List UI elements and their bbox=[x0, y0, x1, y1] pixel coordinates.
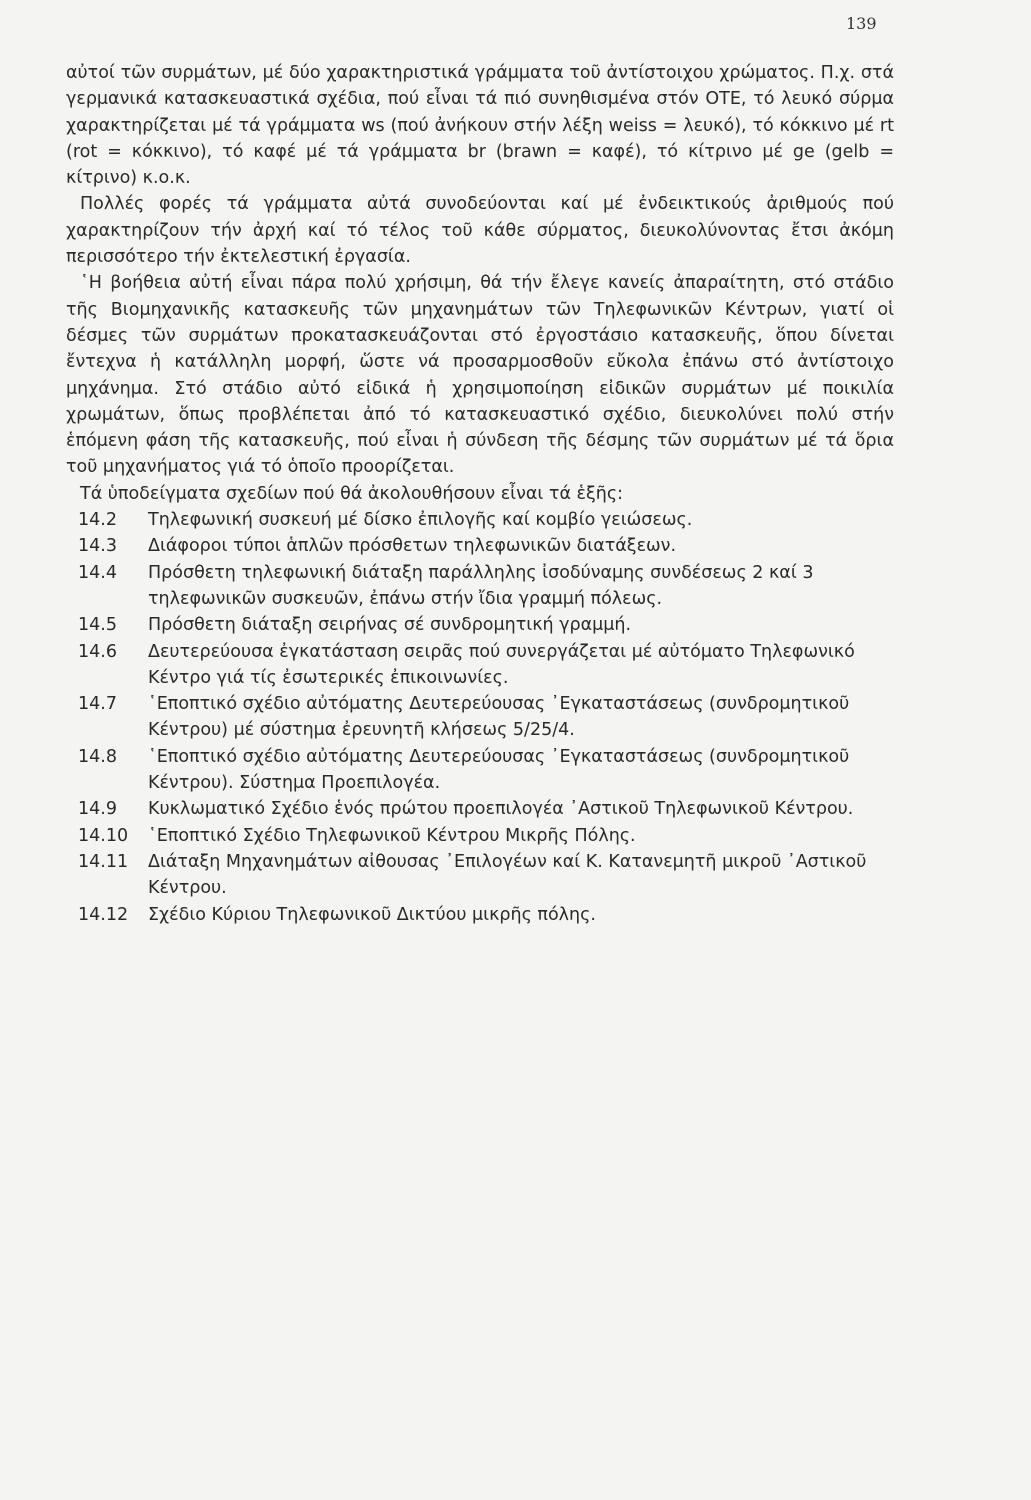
list-item-text: Σχέδιο Κύριου Τηλεφωνικοῦ Δικτύου μικρῆς πόλης. bbox=[148, 904, 596, 925]
list-item bbox=[66, 639, 894, 692]
list-item-number: 14.2 bbox=[78, 510, 117, 531]
list-item bbox=[66, 796, 894, 822]
list-item-number: 14.7 bbox=[78, 694, 117, 715]
list-item-text: ῾Εποπτικό σχέδιο αὐτόματης Δευτερεύουσας ᾿Εγκαταστάσεως (συνδρομητικοῦ Κέντρου). Σύστημα Προεπιλογέα. bbox=[148, 746, 850, 794]
list-item-number: 14.6 bbox=[78, 641, 117, 662]
list-item-text: ῾Εποπτικό Σχέδιο Τηλεφωνικοῦ Κέντρου Μικρῆς Πόλης. bbox=[148, 825, 636, 846]
list-item-number: 14.10 bbox=[78, 825, 129, 846]
drawing-list bbox=[66, 507, 894, 928]
paragraph-2: Πολλές φορές τά γράμματα αὐτά συνοδεύονται καί μέ ἐνδεικτικούς ἀριθμούς πού χαρακτηρίζουν τήν ἀρχή καί τό τέλος τοῦ κάθε σύρματος, διευκολύνοντας ἔτσι ἀκόμη περισσότερο τήν ἐκτελεστική ἐργασία. bbox=[66, 194, 894, 268]
list-item bbox=[66, 560, 894, 613]
list-item-text: Διάταξη Μηχανημάτων αἰθουσας ᾿Επιλογέων καί Κ. Κατανεμητῆ μικροῦ ᾿Αστικοῦ Κέντρου. bbox=[148, 851, 867, 899]
list-item-text: Κυκλωματικό Σχέδιο ἑνός πρώτου προεπιλογέα ᾿Αστικοῦ Τηλεφωνικοῦ Κέντρου. bbox=[148, 799, 854, 820]
paragraph-3: ῾Η βοήθεια αὐτή εἶναι πάρα πολύ χρήσιμη, θά τήν ἔλεγε κανείς ἀπαραίτητη, στό στάδιο τῆς Βιομηχανικῆς κατασκευῆς τῶν μηχανημάτων τῶν Τηλεφωνικῶν Κέντρων, γιατί οἱ δέσμες τῶν συρμάτων προκατασκευάζονται στό ἐργοστάσιο κατασκευῆς, ὅπου δίνεται ἔντεχνα ἡ κατάλληλη μορφή, ὥστε νά προσαρμοσθοῦν εὔκολα ἐπάνω στό ἀντίστοιχο μηχάνημα. Στό στάδιο αὐτό εἰδικά ἡ χρησιμοποίηση εἰδικῶν συρμάτων μέ ποικιλία χρωμάτων, ὅπως προβλέπεται ἀπό τό κατασκευαστικό σχέδιο, διευκολύνει πολύ στήν ἑπόμενη φάση τῆς κατασκευῆς, πού εἶναι ἡ σύνδεση τῆς δέσμης τῶν συρμάτων μέ τά ὅρια τοῦ μηχανήματος γιά τό ὁποῖο προορίζεται. bbox=[66, 273, 894, 478]
list-item-text: ῾Εποπτικό σχέδιο αὐτόματης Δευτερεύουσας ᾿Εγκαταστάσεως (συνδρομητικοῦ Κέντρου) μέ σύστημα ἐρευνητῆ κλήσεως 5/25/4. bbox=[148, 694, 850, 741]
list-item-text: Δευτερεύουσα ἐγκατάσταση σειρᾶς πού συνεργάζεται μέ αὐτόματο Τηλεφωνικό Κέντρο γιά τίς ἐσωτερικές ἐπικοινωνίες. bbox=[148, 641, 855, 688]
list-item-number: 14.5 bbox=[78, 615, 117, 636]
text-body bbox=[66, 60, 894, 928]
list-item bbox=[66, 902, 894, 928]
list-item-number: 14.4 bbox=[78, 562, 117, 583]
list-item-text: Πρόσθετη τηλεφωνική διάταξη παράλληλης ἰσοδύναμης συνδέσεως 2 καί 3 τηλεφωνικῶν συσκευῶν, ἐπάνω στήν ἴδια γραμμή πόλεως. bbox=[148, 562, 814, 609]
list-item-text: Πρόσθετη διάταξη σειρήνας σέ συνδρομητική γραμμή. bbox=[148, 615, 632, 636]
list-item bbox=[66, 849, 894, 902]
list-item-number: 14.11 bbox=[78, 851, 129, 872]
paragraph-4: Τά ὑποδείγματα σχεδίων πού θά ἀκολουθήσουν εἶναι τά ἑξῆς: bbox=[80, 483, 624, 504]
list-item-number: 14.9 bbox=[78, 799, 117, 820]
list-item bbox=[66, 744, 894, 797]
list-item-number: 14.12 bbox=[78, 904, 129, 925]
list-item bbox=[66, 507, 894, 533]
page-number: 139 bbox=[846, 14, 877, 33]
list-item-text: Τηλεφωνική συσκευή μέ δίσκο ἐπιλογῆς καί κομβίο γειώσεως. bbox=[148, 510, 693, 531]
list-item bbox=[66, 691, 894, 744]
list-item bbox=[66, 823, 894, 849]
paragraph-1: αὐτοί τῶν συρμάτων, μέ δύο χαρακτηριστικά γράμματα τοῦ ἀντίστοιχου χρώματος. Π.χ. στά γερμανικά κατασκευαστικά σχέδια, πού εἶναι τά πιό συνηθισμένα στόν ΟΤΕ, τό λευκό σύρμα χαρακτηρίζεται μέ τά γράμματα ws (πού ἀνήκουν στήν λέξη weiss = λευκό), τό κόκκινο μέ rt (rot = κόκκινο), τό καφέ μέ τά γράμματα br (brawn = καφέ), τό κίτρινο μέ ge (gelb = κίτρινο) κ.ο.κ. bbox=[66, 63, 894, 189]
list-item-number: 14.8 bbox=[78, 746, 117, 767]
list-item-number: 14.3 bbox=[78, 536, 117, 557]
list-item-text: Διάφοροι τύποι ἁπλῶν πρόσθετων τηλεφωνικῶν διατάξεων. bbox=[148, 536, 677, 557]
list-item bbox=[66, 612, 894, 638]
list-item bbox=[66, 533, 894, 559]
